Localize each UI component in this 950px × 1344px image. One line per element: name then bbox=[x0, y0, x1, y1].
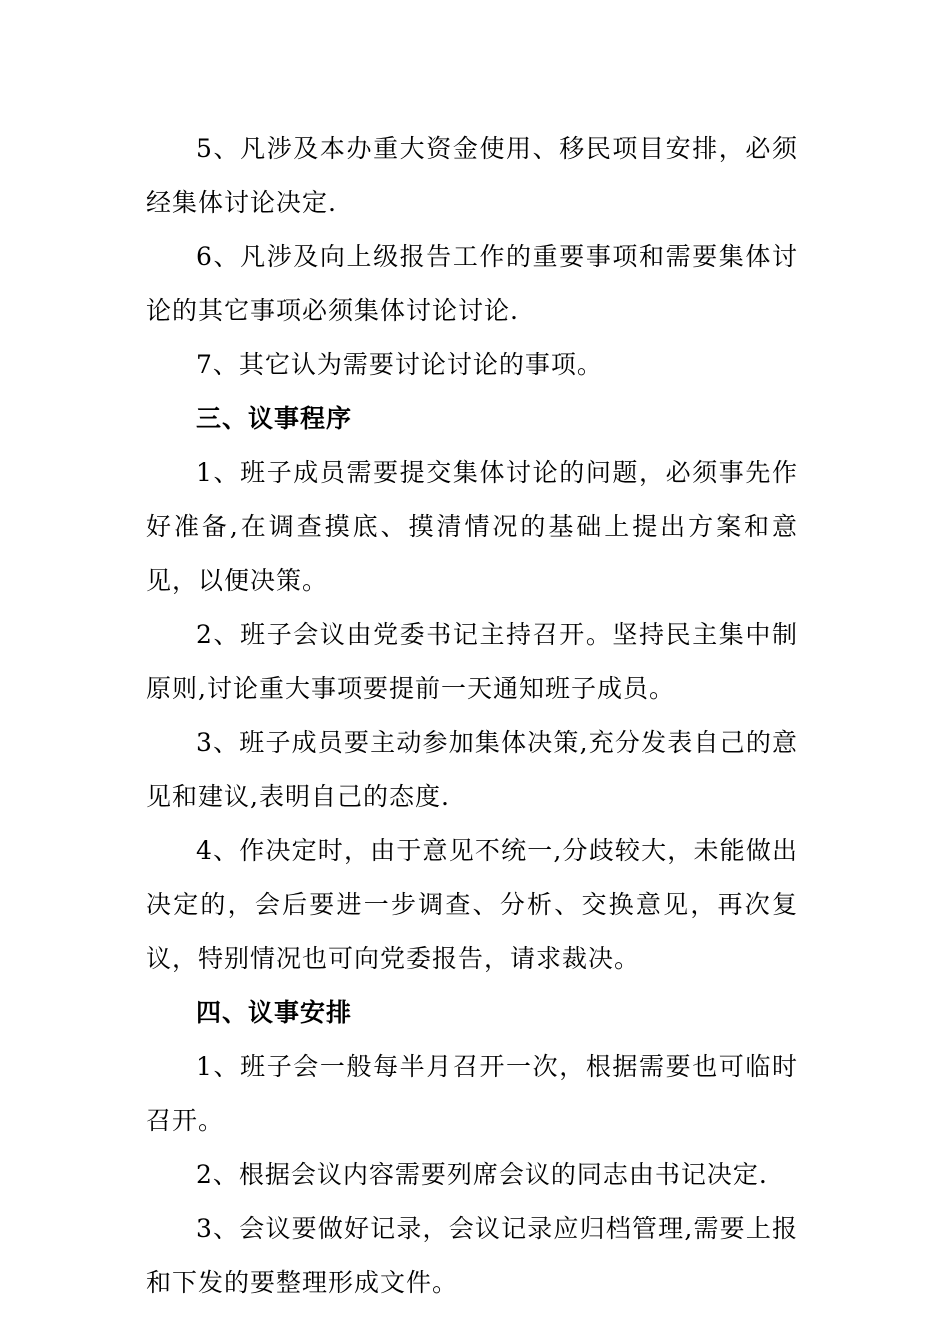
section-heading-procedure: 三、议事程序 bbox=[196, 404, 353, 433]
procedure-item-3: 3、班子成员要主动参加集体决策,充分发表自己的意见和建议,表明自己的态度. bbox=[146, 728, 798, 811]
document-body bbox=[146, 122, 798, 1310]
item-5-funds: 5、凡涉及本办重大资金使用、移民项目安排，必须经集体讨论决定. bbox=[146, 134, 798, 217]
arrangement-item-2: 2、根据会议内容需要列席会议的同志由书记决定. bbox=[196, 1160, 768, 1189]
arrangement-item-1: 1、班子会一般每半月召开一次，根据需要也可临时召开。 bbox=[146, 1052, 798, 1135]
procedure-item-4: 4、作决定时，由于意见不统一,分歧较大，未能做出决定的，会后要进一步调查、分析、交换意见，再次复议，特别情况也可向党委报告，请求裁决。 bbox=[146, 836, 798, 973]
section-heading-arrangement: 四、议事安排 bbox=[196, 998, 353, 1027]
item-6-report: 6、凡涉及向上级报告工作的重要事项和需要集体讨论的其它事项必须集体讨论讨论. bbox=[146, 242, 798, 325]
procedure-item-2: 2、班子会议由党委书记主持召开。坚持民主集中制原则,讨论重大事项要提前一天通知班子成员。 bbox=[146, 620, 798, 703]
item-7-other: 7、其它认为需要讨论讨论的事项。 bbox=[196, 350, 603, 379]
arrangement-item-3: 3、会议要做好记录，会议记录应归档管理,需要上报和下发的要整理形成文件。 bbox=[146, 1214, 798, 1297]
procedure-item-1: 1、班子成员需要提交集体讨论的问题，必须事先作好准备,在调查摸底、摸清情况的基础上提出方案和意见，以便决策。 bbox=[146, 458, 798, 595]
